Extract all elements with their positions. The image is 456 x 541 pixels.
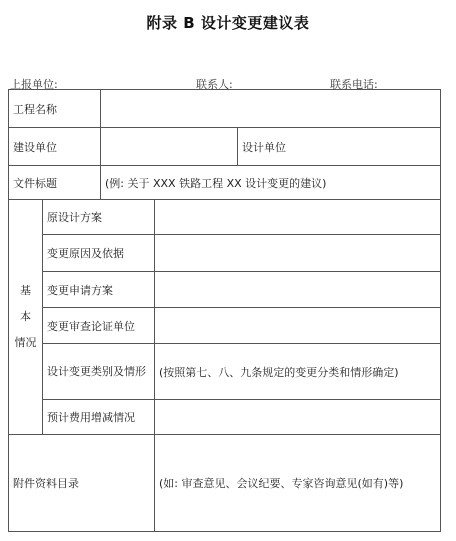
phone-label: 联系电话: (330, 78, 378, 91)
basic-info-label-line2: 情况 (14, 336, 37, 349)
cost-change-label: 预计费用增减情况 (43, 400, 155, 435)
design-unit-label: 设计单位 (238, 128, 441, 166)
attachments-label: 附件资料目录 (9, 435, 155, 532)
basic-info-label (9, 200, 43, 435)
project-name-field[interactable] (101, 90, 441, 128)
file-title-label: 文件标题 (9, 166, 101, 200)
page-title: 附录 B 设计变更建议表 (146, 14, 310, 32)
file-title-example[interactable]: (例: 关于 XXX 铁路工程 XX 设计变更的建议) (101, 166, 441, 200)
change-request-field[interactable] (155, 272, 441, 308)
report-unit-label: 上报单位: (10, 78, 58, 91)
review-unit-field[interactable] (155, 308, 441, 344)
construction-unit-label: 建设单位 (9, 128, 101, 166)
change-proposal-table (8, 89, 441, 532)
attachments-note[interactable]: (如: 审查意见、会议纪要、专家咨询意见(如有)等) (155, 435, 441, 532)
review-unit-label: 变更审查论证单位 (43, 308, 155, 344)
cost-change-field[interactable] (155, 400, 441, 435)
change-category-label: 设计变更类别及情形 (43, 344, 155, 400)
change-reason-label: 变更原因及依据 (43, 235, 155, 272)
construction-unit-field[interactable] (101, 128, 238, 166)
original-design-label: 原设计方案 (43, 200, 155, 235)
contact-label: 联系人: (196, 78, 233, 91)
change-request-label: 变更申请方案 (43, 272, 155, 308)
basic-info-label-line1: 基 本 (20, 284, 31, 323)
change-category-note[interactable]: (按照第七、八、九条规定的变更分类和情形确定) (155, 344, 441, 400)
original-design-field[interactable] (155, 200, 441, 235)
project-name-label: 工程名称 (9, 90, 101, 128)
change-reason-field[interactable] (155, 235, 441, 272)
